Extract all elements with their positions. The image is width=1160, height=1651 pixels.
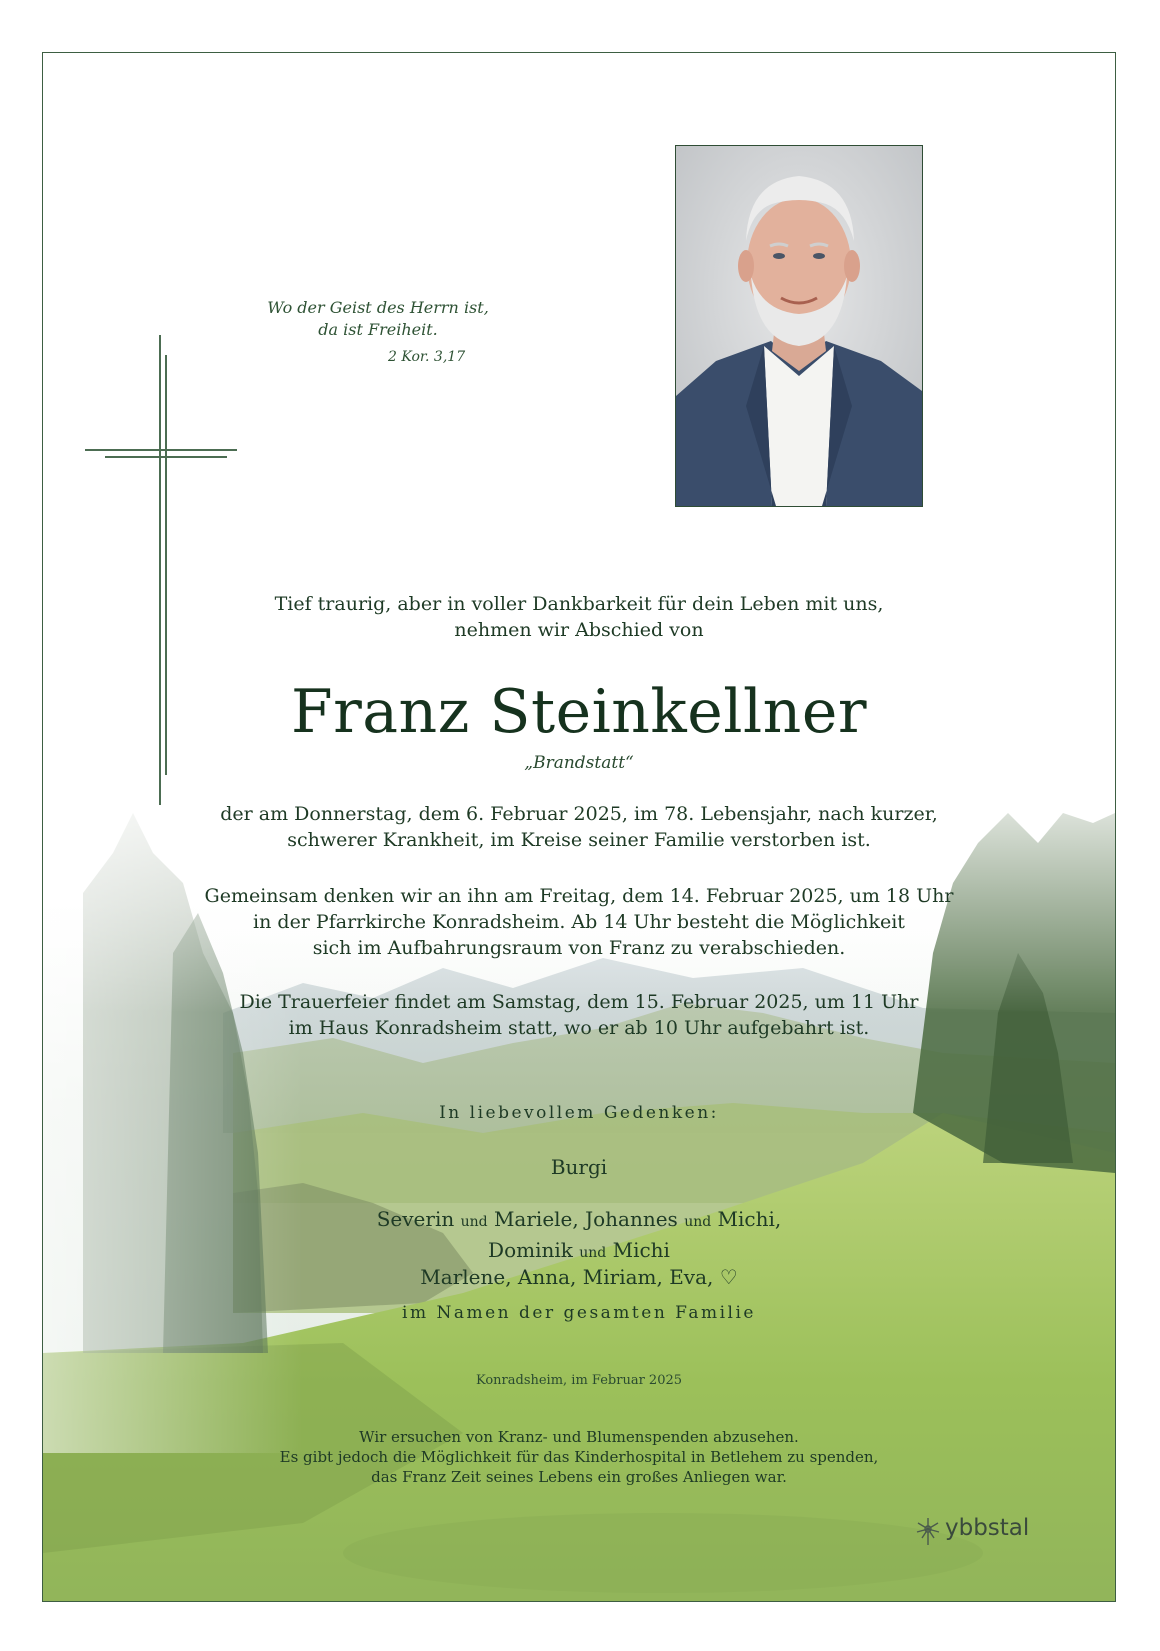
funeral-line-2: im Haus Konradsheim statt, wo er ab 10 Uhr aufgebahrt ist. [288,1017,870,1039]
obituary-frame [42,52,1116,1602]
mourner-grandchildren [43,1263,1115,1291]
cross-icon-bar-inner [105,456,227,458]
portrait-photo [675,145,923,507]
place-date: Konradsheim, im Februar 2025 [475,1373,683,1388]
memorial-line-1: Gemeinsam denken wir an ihn am Freitag, dem 14. Februar 2025, um 18 Uhr [204,885,954,907]
conjunction: und [684,1214,712,1230]
dandelion-icon [913,1516,943,1546]
conjunction: und [579,1245,607,1261]
memorial-notice [43,883,1115,961]
memorial-line-3: sich im Aufbahrungsraum von Franz zu verabschieden. [312,937,846,959]
heart-icon: ♡ [719,1265,738,1289]
bible-verse [213,297,543,341]
verse-line-2: da ist Freiheit. [318,320,438,339]
child-name: Severin [376,1207,455,1231]
intro-text [43,591,1115,643]
donation-line-2: Es gibt jedoch die Möglichkeit für das Kinderhospital in Betlehem zu spenden, [279,1448,879,1466]
death-notice-line-2: schwerer Krankheit, im Kreise seiner Familie verstorben ist. [287,829,871,851]
mourners-heading: In liebevollem Gedenken: [439,1103,719,1123]
verse-reference: 2 Kor. 3,17 [388,349,466,365]
grandchildren-names: Marlene, Anna, Miriam, Eva, [420,1265,714,1289]
child-name: Michi [612,1238,670,1262]
intro-line-1: Tief traurig, aber in voller Dankbarkeit für dein Leben mit uns, [274,593,884,615]
mourner-children [43,1205,1115,1267]
donation-line-3: das Franz Zeit seines Lebens ein großes Anliegen war. [371,1468,787,1486]
deceased-nickname: „Brandstatt“ [524,753,634,773]
donation-line-1: Wir ersuchen von Kranz- und Blumenspenden abzusehen. [359,1428,799,1446]
deceased-name: Franz Steinkellner [290,677,868,747]
mourner-spouse: Burgi [550,1155,608,1179]
funeral-line-1: Die Trauerfeier findet am Samstag, dem 15. Februar 2025, um 11 Uhr [239,991,919,1013]
funeral-notice [43,989,1115,1041]
ybbstal-logo [913,1513,1063,1549]
portrait-icon [676,146,922,506]
cross-icon-bar [85,449,237,451]
death-notice [43,801,1115,853]
child-name: Dominik [488,1238,573,1262]
child-name: Michi, [717,1207,782,1231]
intro-line-2: nehmen wir Abschied von [454,619,704,641]
child-name: Mariele, Johannes [493,1207,678,1231]
conjunction: und [460,1214,488,1230]
verse-line-1: Wo der Geist des Herrn ist, [267,298,489,317]
death-notice-line-1: der am Donnerstag, dem 6. Februar 2025, im 78. Lebensjahr, nach kurzer, [220,803,938,825]
memorial-line-2: in der Pfarrkirche Konradsheim. Ab 14 Uhr besteht die Möglichkeit [253,911,905,933]
donation-note [43,1427,1115,1487]
logo-text: ybbstal [945,1515,1030,1541]
family-closing: im Namen der gesamten Familie [402,1303,756,1323]
children-line-1 [43,1205,1115,1236]
